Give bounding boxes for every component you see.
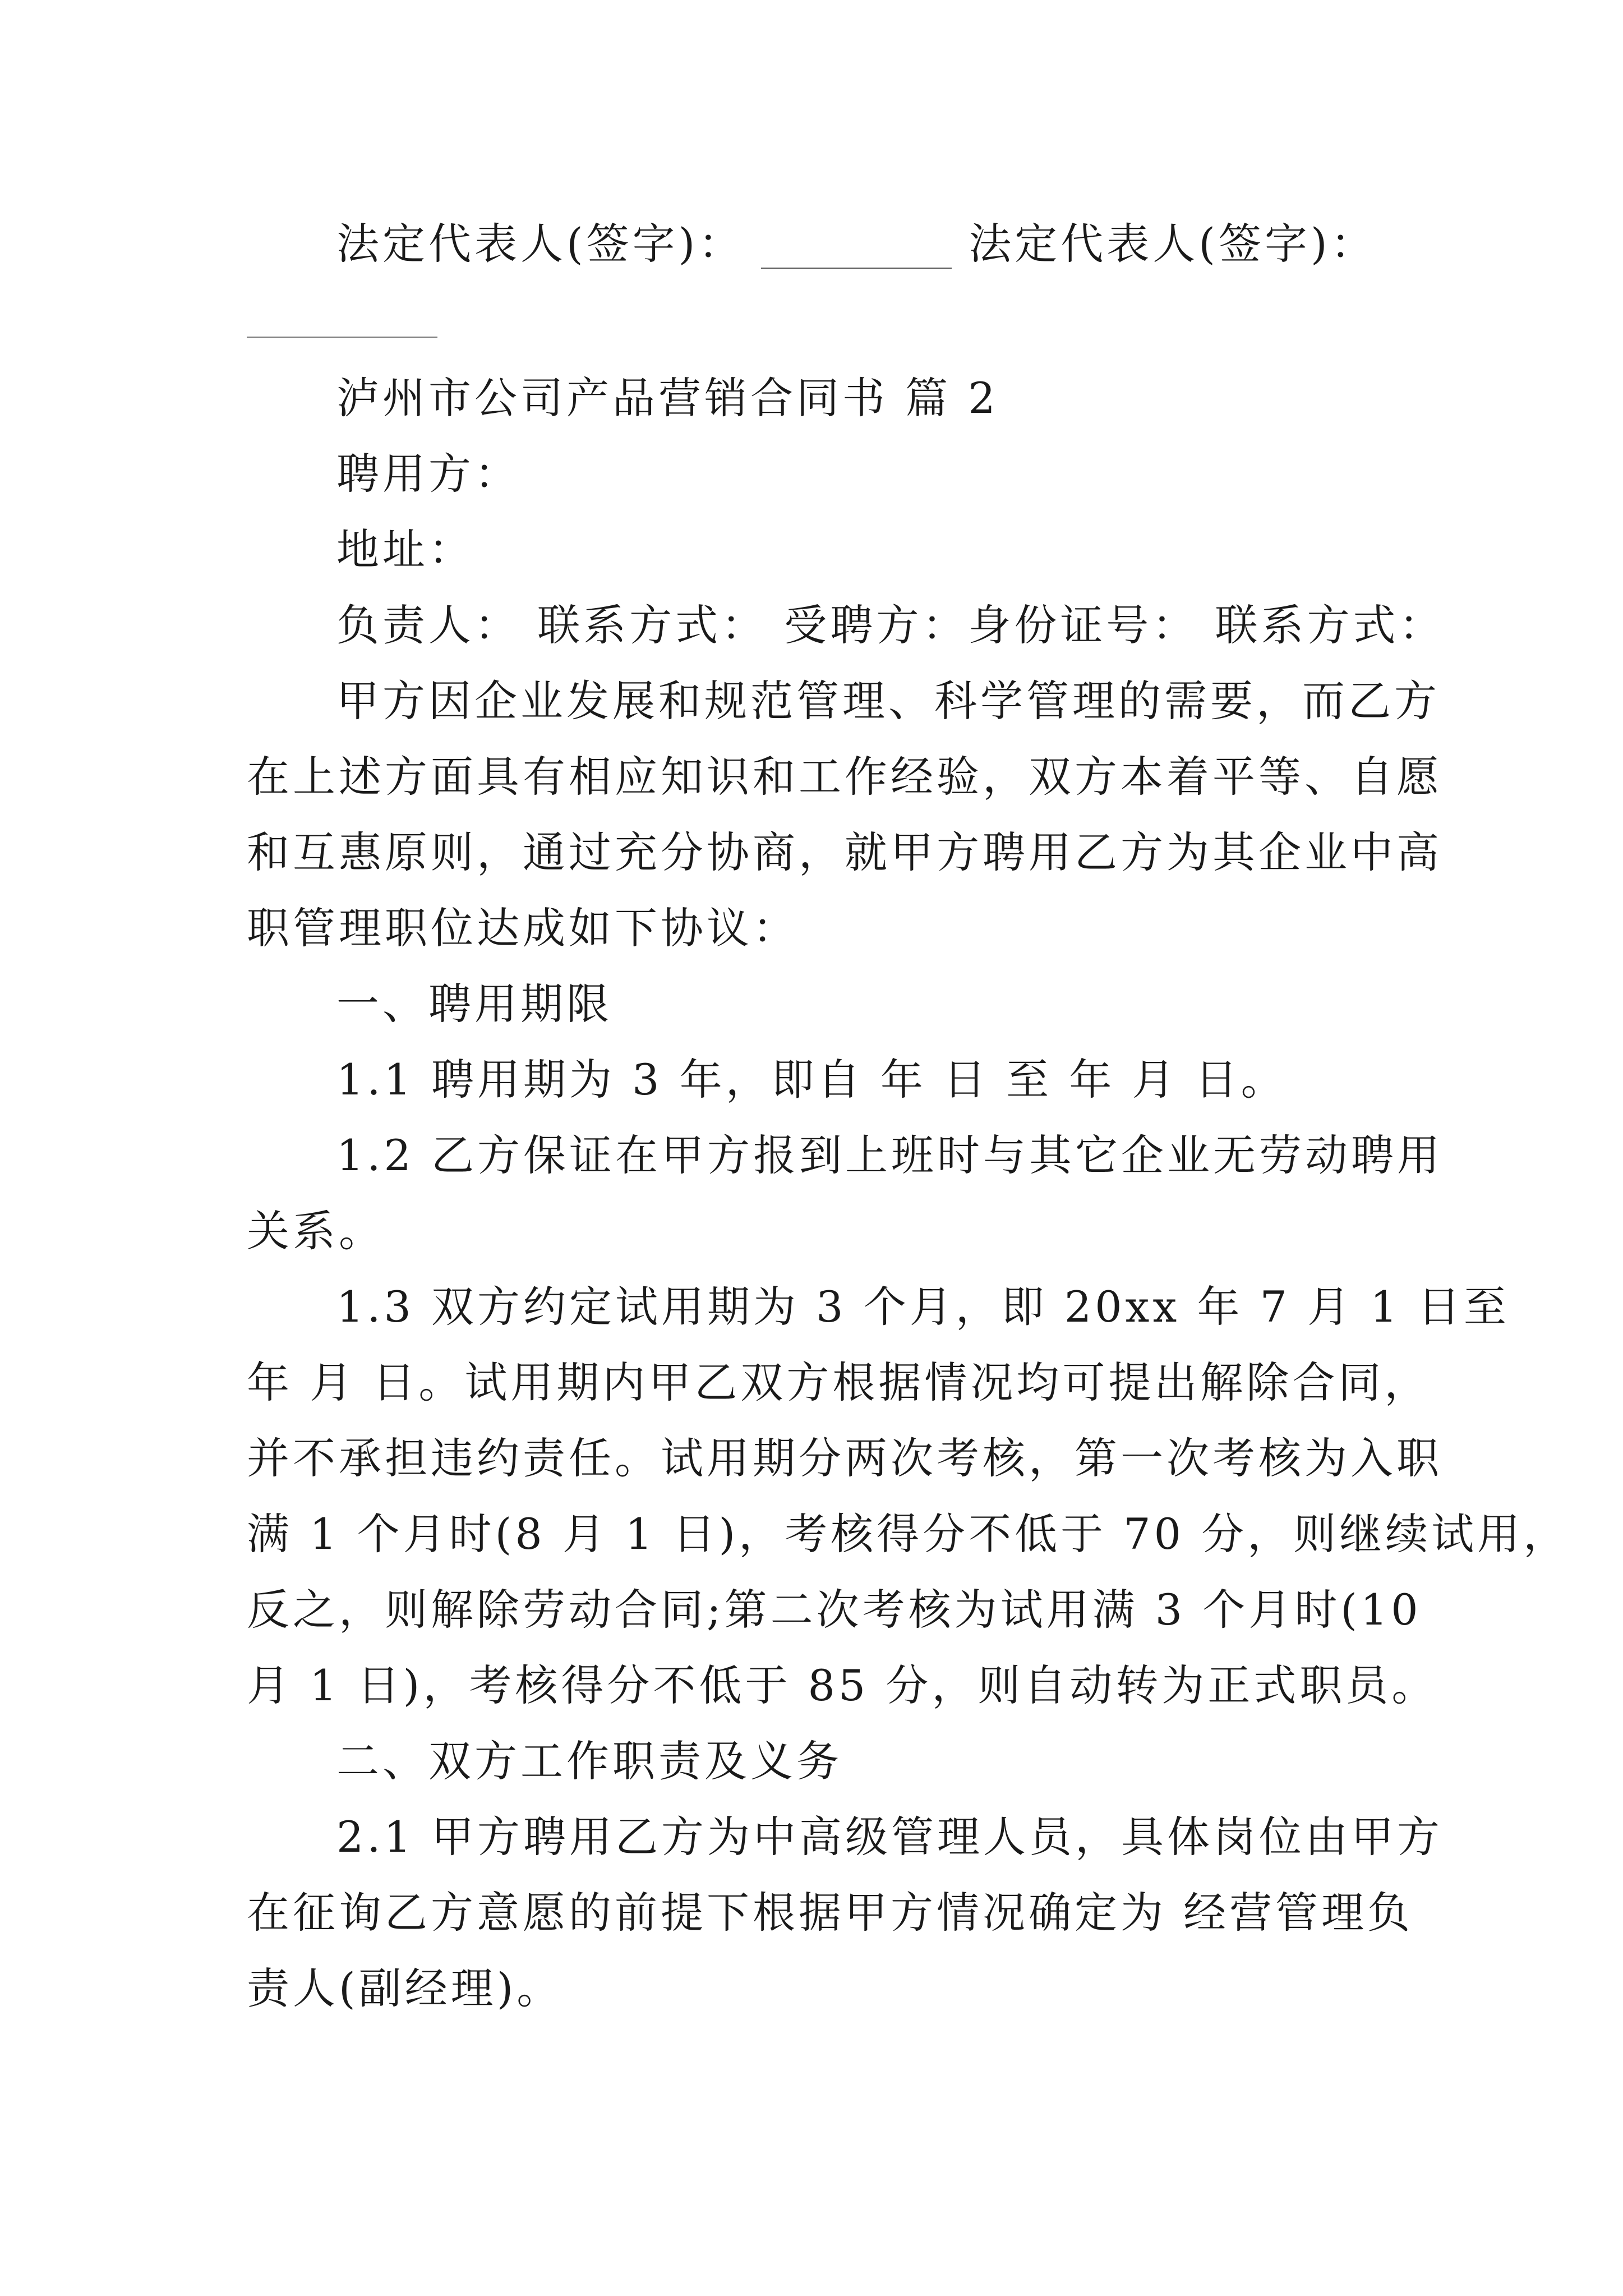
document-title: 泸州市公司产品营销合同书 篇 2 (336, 373, 999, 423)
clause-line: 反之，则解除劳动合同;第二次考核为试用满 3 个月时(10 (247, 1585, 1422, 1635)
signature-blank-continuation (247, 337, 437, 338)
clause-line: 年 月 日。试用期内甲乙双方根据情况均可提出解除合同， (247, 1358, 1431, 1407)
paragraph-line: 在上述方面具有相应知识和工作经验，双方本着平等、自愿 (247, 752, 1442, 802)
clause-line: 1.3 双方约定试用期为 3 个月，即 20xx 年 7 月 1 日至 (336, 1282, 1510, 1332)
employer-field: 聘用方： (336, 449, 520, 499)
section-heading: 一、聘用期限 (336, 979, 612, 1029)
clause-line: 满 1 个月时(8 月 1 日)，考核得分不低于 70 分，则继续试用， (247, 1509, 1570, 1559)
signature-left-label: 法定代表人(签字)： (336, 219, 745, 269)
paragraph-line: 职管理职位达成如下协议： (247, 903, 799, 953)
section-heading: 二、双方工作职责及义务 (336, 1736, 842, 1786)
clause-line: 月 1 日)，考核得分不低于 85 分，则自动转为正式职员。 (247, 1660, 1438, 1710)
paragraph-line: 和互惠原则，通过充分协商，就甲方聘用乙方为其企业中高 (247, 827, 1442, 877)
clause-line: 2.1 甲方聘用乙方为中高级管理人员，具体岗位由甲方 (336, 1812, 1444, 1862)
contacts-field: 负责人： 联系方式： 受聘方：身份证号： 联系方式： (336, 600, 1445, 650)
signature-line (336, 216, 1402, 272)
address-field: 地址： (336, 524, 474, 574)
paragraph-line: 甲方因企业发展和规范管理、科学管理的需要，而乙方 (336, 676, 1440, 726)
signature-right-label: 法定代表人(签字)： (969, 219, 1377, 269)
clause-line: 并不承担违约责任。试用期分两次考核，第一次考核为入职 (247, 1433, 1442, 1483)
clause-line: 责人(副经理)。 (247, 1963, 563, 2013)
clause-line: 1.1 聘用期为 3 年，即自 年 日 至 年 月 日。 (336, 1055, 1287, 1105)
signature-blank (761, 268, 952, 269)
clause-line: 在征询乙方意愿的前提下根据甲方情况确定为 经营管理负 (247, 1888, 1414, 1938)
clause-line: 1.2 乙方保证在甲方报到上班时与其它企业无劳动聘用 (336, 1130, 1444, 1180)
clause-line: 关系。 (247, 1206, 385, 1256)
